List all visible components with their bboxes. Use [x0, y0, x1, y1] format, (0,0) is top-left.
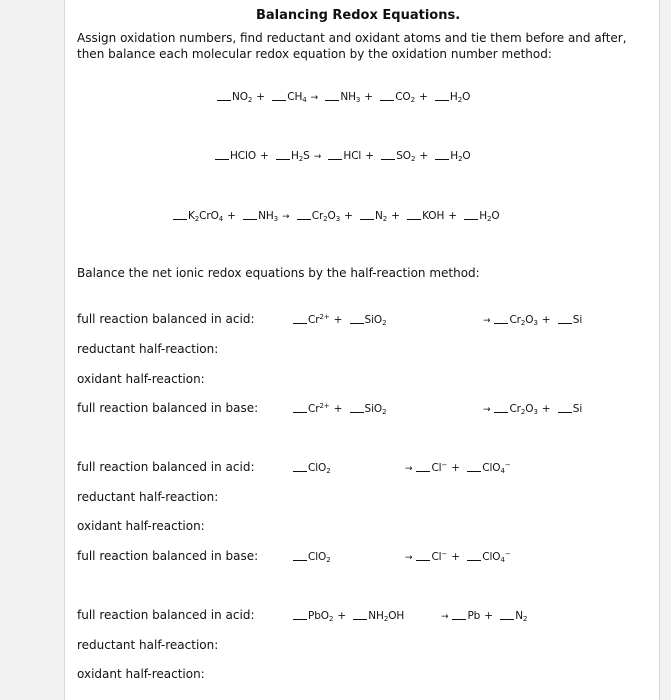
ionic-cl-reactants-base: ClO$_2$ — [293, 550, 331, 563]
ionic-pb-products-acid: → $Pb + N_2$ — [441, 610, 528, 623]
label-full-acid-1: full reaction balanced in acid: — [77, 312, 255, 326]
molecular-equation-2: HClO + $H_2S$ → HCl + $SO_2 + H_2O$ — [215, 149, 471, 162]
ionic-cr-reactants-acid: $Cr^{2+} + SiO_2$ — [293, 313, 386, 326]
label-oxidant-2: oxidant half-reaction: — [77, 519, 205, 533]
molecular-equation-1: $NO_2 + CH_4 \to NH_3 + CO_2 + H_2O$ — [217, 90, 470, 103]
label-full-base-2: full reaction balanced in base: — [77, 549, 259, 563]
ionic-cl-products-acid: → Cl− + ClO$_4$− — [405, 461, 511, 475]
label-oxidant-1: oxidant half-reaction: — [77, 372, 205, 386]
ionic-cl-products-base: → Cl− + ClO$_4$− — [405, 550, 511, 564]
label-reductant-3: reductant half-reaction: — [77, 638, 219, 652]
document-page — [64, 0, 660, 700]
ionic-cl-reactants-acid: ClO$_2$ — [293, 461, 331, 474]
ionic-cr-reactants-base: $Cr^{2+} + SiO_2$ — [293, 402, 386, 415]
label-reductant-1: reductant half-reaction: — [77, 342, 219, 356]
molecular-equation-3: $K_2CrO_4 + NH_3 \to Cr_2O_3 + N_2$ + KOH + $H_2O$ — [173, 209, 500, 222]
intro-paragraph: Assign oxidation numbers, find reductant and oxidant atoms and tie them before and after, then balance each molecular redox equation by the oxidation number method: — [77, 31, 627, 61]
ionic-cr-products-acid: → $Cr_2O_3 + Si$ — [483, 314, 583, 327]
document-title: Balancing Redox Equations. — [256, 8, 461, 23]
ionic-pb-reactants-acid: $PbO_2 + NH_2OH$ — [293, 609, 404, 622]
section-2-heading: Balance the net ionic redox equations by the half-reaction method: — [77, 266, 480, 280]
label-reductant-2: reductant half-reaction: — [77, 490, 219, 504]
label-full-base-1: full reaction balanced in base: — [77, 401, 259, 415]
label-full-acid-3: full reaction balanced in acid: — [77, 608, 255, 622]
label-full-acid-2: full reaction balanced in acid: — [77, 460, 255, 474]
ionic-cr-products-base: → $Cr_2O_3 + Si$ — [483, 403, 583, 416]
label-oxidant-3: oxidant half-reaction: — [77, 667, 205, 681]
